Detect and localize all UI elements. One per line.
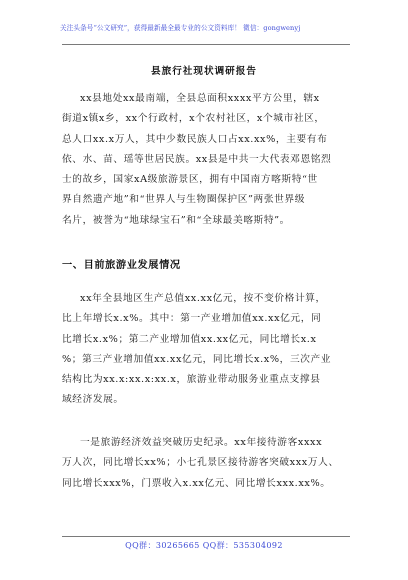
text-line: 士的故乡，国家xA级旅游景区，拥有中国南方喀斯特“世 [62,174,318,186]
text-line: 总人口xx.x万人，其中少数民族人口占xx.xx%，主要有布 [62,133,328,145]
text-line: 万人次，同比增长xx%；小七孔景区接待游客突破xxx万人、 [62,457,339,469]
text-line: xx县地处xx最南端，全县总面积xxxx平方公里，辖x [80,93,320,104]
text-line: 同比增长xxx%，门票收入x.xx亿元、同比增长xxx.xx%。 [62,477,331,489]
footer-divider [62,536,350,537]
section-heading: 一、目前旅游业发展情况 [62,259,181,271]
text-line: 一是旅游经济效益突破历史纪录。xx年接待游客xxxx [80,437,323,448]
text-line: xx年全县地区生产总值xx.xx亿元，按不变价格计算， [80,293,326,304]
text-line: 域经济发展。 [62,394,124,406]
text-line: %；第三产业增加值xx.xx亿元，同比增长x.x%，三次产业 [62,353,332,365]
text-line: 比上年增长x.x%。其中：第一产业增加值xx.xx亿元，同 [62,313,322,325]
text-line: 界自然遗产地”和“世界人与生物圈保护区”两张世界级 [62,194,305,206]
text-line: 比增长x.x%；第二产业增加值xx.xx亿元，同比增长x.x [62,333,317,345]
footer-qq-text: QQ群：30265665 QQ群：535304092 [125,541,283,550]
economy-paragraph [62,289,348,411]
text-line: 依、水、苗、瑶等世居民族。xx县是中共一大代表邓恩铭烈 [62,153,332,165]
document-title: 县旅行社现状调研报告 [151,66,257,77]
header-divider [62,44,350,45]
tourism-paragraph [62,433,348,494]
header-promo-text: 关注头条号“公文研究”，获得最新最全最专业的公文资料库！ 微信：gongwenyj [60,24,301,32]
text-line: 名片，被誉为“地球绿宝石”和“全球最美喀斯特”。 [62,214,290,226]
intro-paragraph [62,89,348,231]
text-line: 街道x镇x乡，xx个行政村，x个农村社区，x个城市社区， [62,113,325,125]
text-line: 结构比为xx.x:xx.x:xx.x，旅游业带动服务业重点支撑县 [62,374,321,386]
